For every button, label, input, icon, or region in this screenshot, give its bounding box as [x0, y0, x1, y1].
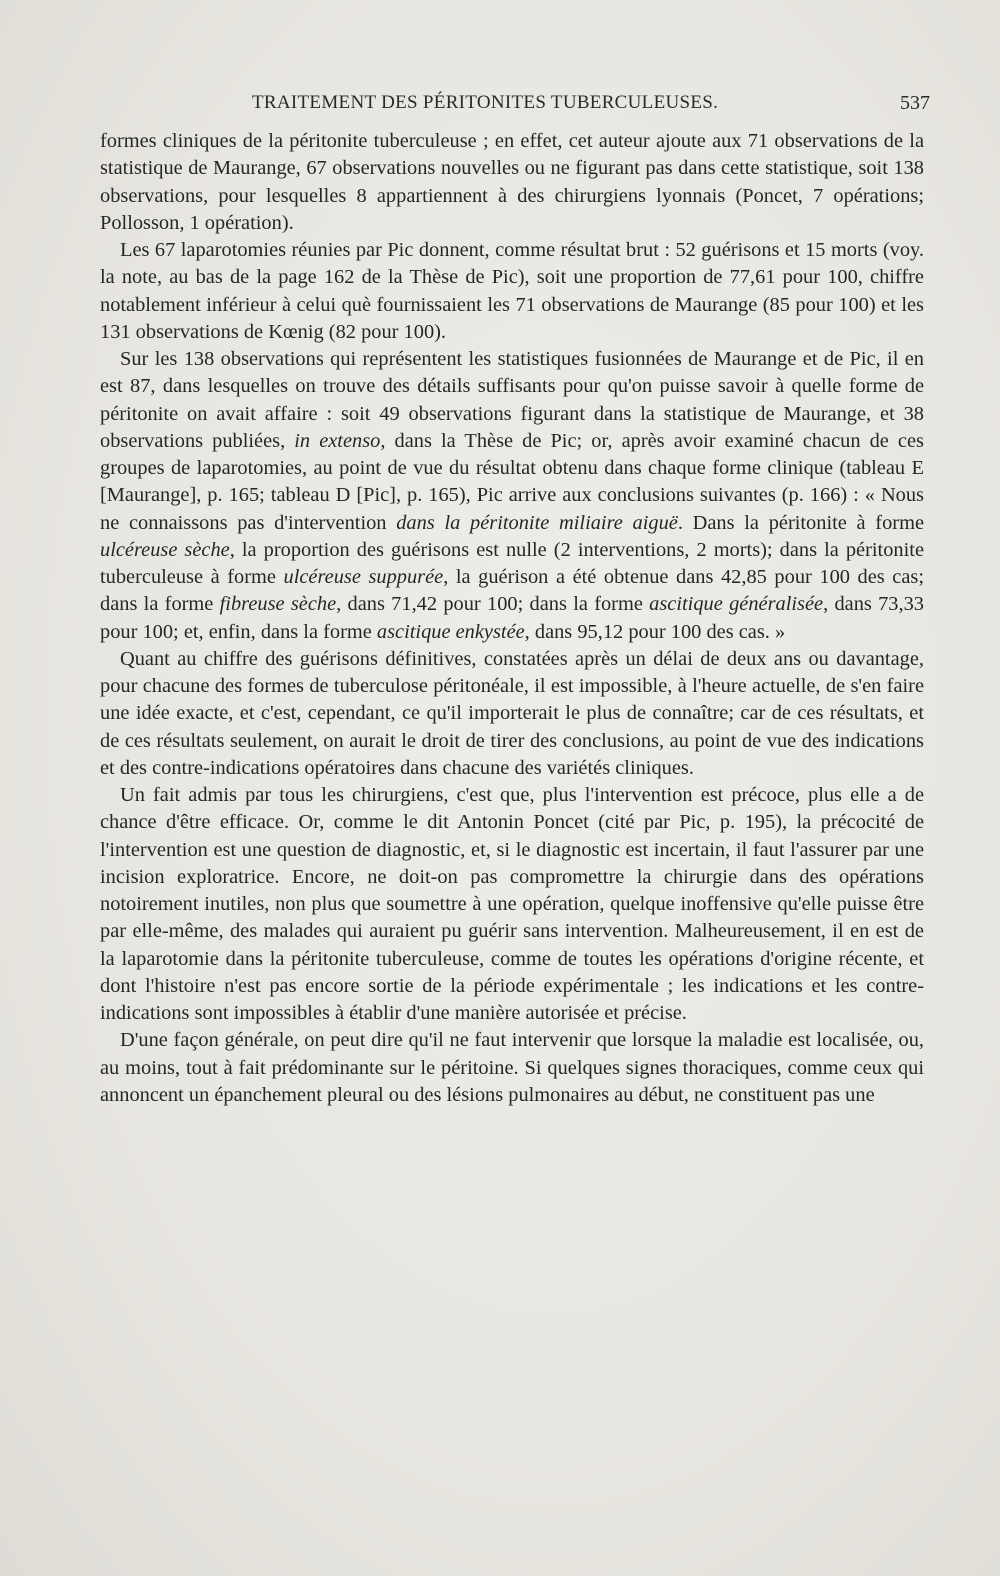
italic-text: ascitique enkystée [376, 620, 525, 643]
running-head: TRAITEMENT DES PÉRITONITES TUBERCULEUSES. [252, 92, 719, 113]
italic-text: fibreuse sèche [219, 593, 337, 616]
paragraph [100, 782, 924, 1027]
text-run: Quant au chiffre des guérisons définitives, constatées après un délai de deux ans ou davantage, pour chacune des formes de tuberculose péritonéale, il est impossible, à l'heure actuelle, de s'en faire une idée exacte, et c'est, cependant, ce qu'il importerait le plus de connaître; car de ces résultats, et de ces résultats seulement, on aurait le droit de tirer des conclusions, au point de vue des indications et des contre-indications opératoires dans chacune des variétés cliniques. [100, 647, 924, 779]
italic-text: dans la péritonite miliaire aiguë [396, 511, 678, 534]
italic-text: ulcéreuse sèche [100, 538, 230, 561]
paragraph [100, 646, 924, 782]
text-run: , dans 95,12 pour 100 des cas. » [524, 620, 786, 643]
italic-text: ulcéreuse suppurée [283, 566, 444, 588]
text-run: , la proportion des guérisons est nulle (2 interventions, 2 morts); dans la péritonite tuberculeuse à forme [100, 538, 924, 588]
italic-text: in extenso [294, 429, 381, 452]
page-header [100, 92, 930, 122]
page-number: 537 [900, 92, 930, 114]
paragraph [100, 346, 924, 646]
text-run: . Dans la péritonite à forme [677, 511, 924, 534]
text-run: Les 67 laparotomies réunies par Pic donnent, comme résultat brut : 52 guérisons et 15 morts (voy. la note, au bas de la page 162 de la Thèse de Pic), soit une proportion de 77,61 pour 100, chiffre notablement inférieur à celui què fournissaient les 71 observations de Maurange (85 pour 100) et les 131 observations de Kœnig (82 pour 100). [100, 239, 924, 343]
paragraph [100, 128, 924, 237]
text-run: Un fait admis par tous les chirurgiens, c'est que, plus l'intervention est précoce, plus elle a de chance d'être efficace. Or, comme le dit Antonin Poncet (cité par Pic, p. 195), la précocité de l'intervention est une question de diagnostic, et, si le diagnostic est incertain, il faut l'assurer par une incision exploratrice. Encore, ne doit-on pas compromettre la chirurgie dans des opérations notoirement inutiles, non plus que soumettre à une opération, quelque inoffensive qu'elle puisse être par elle-même, des malades qui auraient pu guérir sans intervention. Malheureusement, il en est de la laparotomie dans la péritonite tuberculeuse, comme de toutes les opérations d'origine récente, et dont l'histoire n'est pas encore sortie de la période expérimentale ; les indications et les contre-indications sont impossibles à établir d'une manière autorisée et précise. [100, 784, 924, 1024]
paragraph [100, 1027, 924, 1109]
text-run: , dans 73,33 pour 100; et, enfin, dans la forme [100, 593, 924, 643]
body-text [100, 128, 924, 1109]
text-run: , la guérison a été obtenue dans 42,85 pour 100 des cas; dans la forme [100, 566, 924, 616]
paragraph [100, 237, 924, 346]
text-run: , dans 71,42 pour 100; dans la forme [336, 593, 650, 616]
text-run: D'une façon générale, on peut dire qu'il ne faut intervenir que lorsque la maladie est localisée, ou, au moins, tout à fait prédominante sur le péritoine. Si quelques signes thoraciques, comme ceux qui annoncent un épanchement pleural ou des lésions pulmonaires au début, ne constituent pas une [100, 1029, 924, 1106]
text-run: formes cliniques de la péritonite tuberculeuse ; en effet, cet auteur ajoute aux 71 observations de la statistique de Maurange, 67 observations nouvelles ou ne figurant pas dans cette statistique, soit 138 observations, pour lesquelles 8 appartiennent à des chirurgiens lyonnais (Poncet, 7 opérations; Pollosson, 1 opération). [100, 130, 924, 234]
italic-text: ascitique généralisée [649, 593, 824, 616]
text-run: , dans la Thèse de Pic; or, après avoir examiné chacun de ces groupes de laparotomies, au point de vue du résultat obtenu dans chaque forme clinique (tableau E [Maurange], p. 165; tableau D [Pic], p. 165), Pic arrive aux conclusions suivantes (p. 166) : « Nous ne connaissons pas d'intervention [100, 429, 924, 534]
text-run: Sur les 138 observations qui représentent les statistiques fusionnées de Maurange et de Pic, il en est 87, dans lesquelles on trouve des détails suffisants pour qu'on puisse savoir à quelle forme de péritonite on avait affaire : soit 49 observations figurant dans la statistique de Maurange, et 38 observations publiées, [100, 348, 924, 452]
